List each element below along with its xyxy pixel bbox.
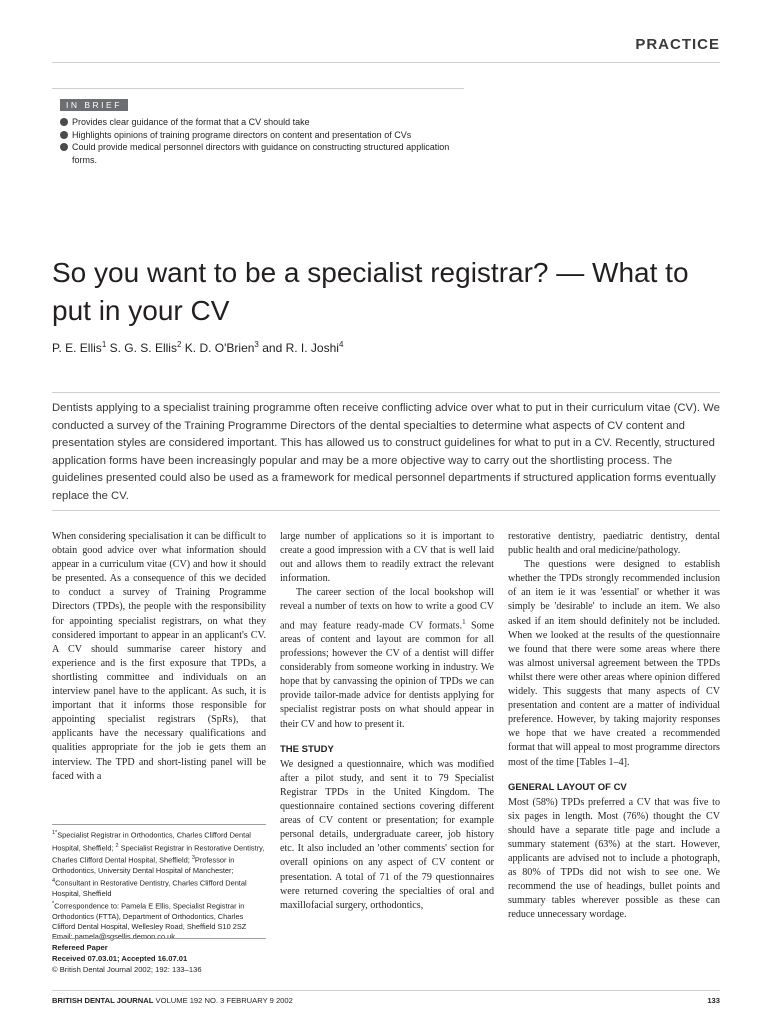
in-brief-box	[52, 88, 464, 166]
article-title: So you want to be a specialist registrar? — What to put in your CV	[52, 257, 689, 326]
footer-rule	[52, 990, 720, 991]
journal-name: BRITISH DENTAL JOURNAL	[52, 996, 154, 1005]
body-column-3	[508, 530, 720, 923]
received-dates: Received 07.03.01; Accepted 16.07.01	[52, 954, 188, 963]
abstract-bottom-rule	[52, 510, 720, 511]
copyright-line: © British Dental Journal 2002; 192: 133–136	[52, 965, 202, 974]
body-paragraph: Most (58%) TPDs preferred a CV that was five to six pages in length. Most (76%) thought the CV should have a separate title page and include a summary statement (63%) at the start. However, applicants are advised not to include a photograph, as 80% of TPDs did not wish to see one. We recommend the use of headings, bullet points and summary tables wherever possible as these can reduce unnecessary wordage.	[508, 796, 720, 921]
in-brief-tag: IN BRIEF	[60, 99, 128, 111]
in-brief-list	[60, 116, 464, 166]
correspondence-address: Correspondence to: Pamela E Ellis, Specialist Registrar in Orthodontics (FTTA), Department of Orthodontics, Charles Clifford Dental Hospital, Wellesley Road, Sheffield S10 2SZ	[52, 901, 247, 931]
in-brief-item: Provides clear guidance of the format that a CV should take	[60, 116, 464, 129]
bullet-icon	[60, 131, 68, 139]
author-name: S. G. S. Ellis	[109, 341, 177, 355]
author-name: K. D. O'Brien	[184, 341, 255, 355]
section-heading: THE STUDY	[280, 743, 334, 755]
header-rule	[52, 62, 720, 63]
body-paragraph: The career section of the local bookshop will reveal a number of texts on how to write a good CV and may feature ready-made CV formats.$^1$ Some areas of content and layout are common for all professions; however the CV of a dentist will differ considerably from someone working in industry. We hope that by canvassing the opinion of TPDs we can provide tailor-made advice for dentists applying for specialist registrar posts on what should appear in their CV and how to present it.	[280, 587, 495, 730]
body-paragraph: large number of applications so it is important to create a good impression with a CV that is well laid out and allows them to readily extract the relevant information.	[280, 531, 494, 585]
refereed-label: Refereed Paper	[52, 943, 108, 952]
reference-marker: 1	[462, 617, 466, 626]
author-affiliation: 4	[338, 340, 344, 349]
section-heading: GENERAL LAYOUT OF CV	[508, 781, 627, 793]
refereed-box	[52, 938, 266, 975]
page-number: 133	[707, 996, 720, 1005]
body-paragraph: restorative dentistry, paediatric dentistry, dental public health and oral medicine/pathology.	[508, 531, 720, 557]
author-affiliation: 1	[101, 340, 107, 349]
author-and: and	[262, 341, 283, 355]
bullet-icon	[60, 118, 68, 126]
author-affiliation: 3	[254, 340, 259, 349]
author-list	[52, 340, 343, 355]
body-column-1	[52, 530, 266, 784]
in-brief-item: Could provide medical personnel directors with guidance on constructing structured application forms.	[60, 141, 464, 166]
body-paragraph: We designed a questionnaire, which was modified after a pilot study, and sent it to 79 Specialist Registrar TPDs in the United Kingdom. The questionnaire contained sections covering different areas of CV content or presentation; for example personal details, undergraduate career, job history etc. It also included an 'other comments' section for overall opinions on any aspect of CV content or presentation. A total of 71 of the 79 questionnaires were returned covering the specialties of oral and maxillofacial surgery, orthodontics,	[280, 758, 494, 911]
affiliation-footnotes: $^{1*}$Specialist Registrar in Orthodontics, Charles Clifford Dental Hospital, Sheffield; $^2$ Specialist Registrar in Restorative Dentistry, Charles Clifford Dental Hospital, Sheffield; $^3$Professor in Orthodontics, University Dental Hospital of Manchester; $^4$Consultant in Restorative Dentistry, Charles Clifford Dental Hospital, Sheffield *Correspondence to: Pamela E Ellis, Specialist Registrar in Orthodontics (FTTA), Department of Orthodontics, Charles Clifford Dental Hospital, Wellesley Road, Sheffield S10 2SZ Email: pamela@sgsellis.demon.co.uk	[52, 824, 266, 942]
bullet-icon	[60, 143, 68, 151]
journal-issue: VOLUME 192 NO. 3 FEBRUARY 9 2002	[155, 996, 293, 1005]
author-affiliation: 2	[176, 340, 182, 349]
body-paragraph: When considering specialisation it can be difficult to obtain good advice over what information should appear in a curriculum vitae (CV) and how it should be presented. As a consequence of this we decided to conduct a survey of Training Programme Directors (TPDs), the people with the responsibility for appointing specialist registrars, on what they considered important to appear in an applicant's CV. A CV should summarise career history and experience and is the first exposure that TPDs, a shortlisting committee and individuals on an interview panel have to the applicant. As such, it is important that it informs those responsible for appointing specialist registrars (SpRs), that applicants have the necessary qualifications and qualities appropriate for the job ie gets them an interview. The TPD and short-listing panel will be faced with a	[52, 531, 266, 782]
in-brief-item: Highlights opinions of training programe directors on content and presentation of CVs	[60, 129, 464, 142]
section-label: PRACTICE	[635, 36, 720, 53]
abstract: Dentists applying to a specialist training programme often receive conflicting advice over what to put in their curriculum vitae (CV). We conducted a survey of the Training Programme Directors of the dental specialties to determine what aspects of CV content and presentation styles are considered important. This has allowed us to construct guidelines for what to put in a CV. Recently, structured application forms have been increasingly popular and may be a more objective way to carry out the shortlisting process. The guidelines presented could also be used as a framework for medical personnel departments if structured application forms eventually replace the CV.	[52, 402, 720, 502]
body-paragraph: The questions were designed to establish whether the TPDs strongly recommended inclusion of an item ie it was 'essential' or whether it was simply be 'desirable' to include an item. We also asked if an item should definitely not be included. When we looked at the results of the questionnaire we found that there were some areas where there was almost universal agreement between the TPDs whilst there were other areas where opinion differed widely. This suggests that many aspects of CV presentation and content are a matter of individual preference. However, by taking majority responses we hope that we have created a recommended format that will appeal to most programme directors most of the time [Tables 1–4].	[508, 559, 720, 768]
abstract-top-rule	[52, 392, 720, 393]
author-name: R. I. Joshi	[285, 341, 339, 355]
author-name: P. E. Ellis	[52, 341, 102, 355]
correspondence-email: Email: pamela@sgsellis.demon.co.uk	[52, 932, 175, 942]
body-column-2	[280, 530, 494, 913]
